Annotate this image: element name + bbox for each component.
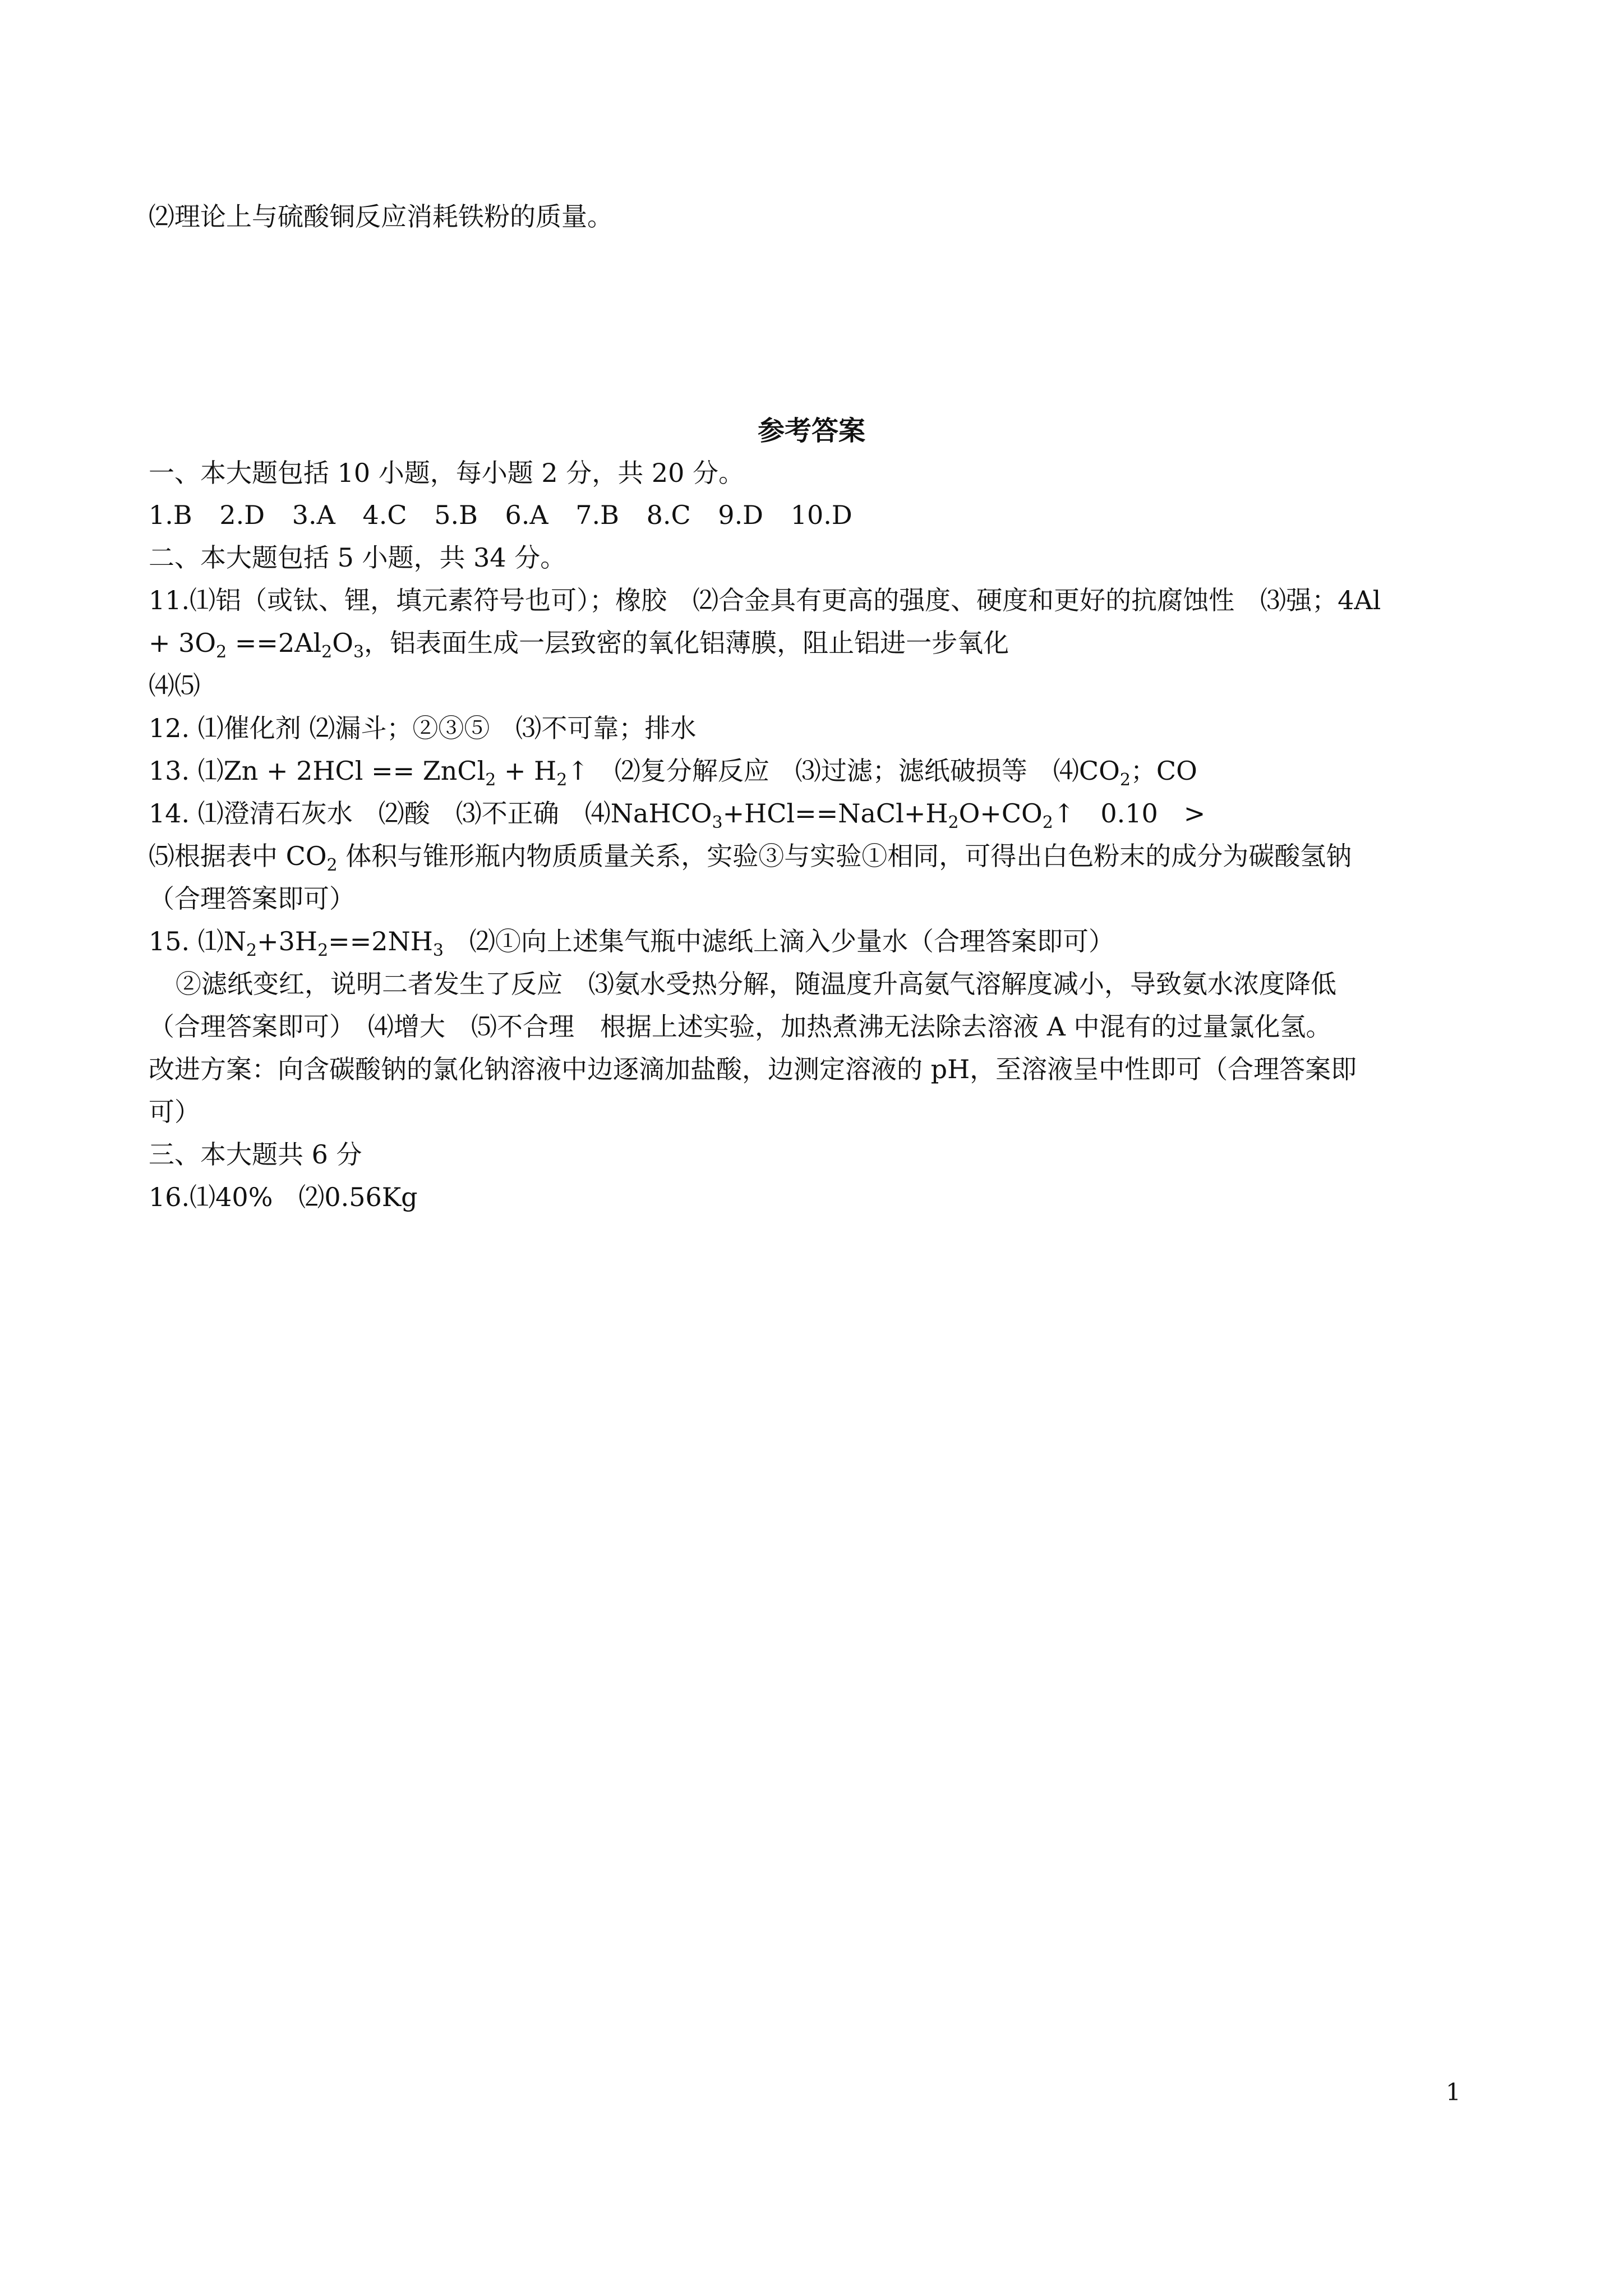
answer-12: 12. ⑴催化剂 ⑵漏斗；②③⑤ ⑶不可靠；排水: [149, 713, 697, 743]
answer-1: 1.B: [149, 500, 192, 530]
answer-4: 4.C: [362, 500, 407, 530]
answer-15-line4: 改进方案：向含碳酸钠的氯化钠溶液中边逐滴加盐酸，边测定溶液的 pH，至溶液呈中性即可（合理答案即: [149, 1054, 1357, 1084]
answer-11-line2: + $3O_2 ==2Al_2O_3$，铝表面生成一层致密的氧化铝薄膜，阻止铝进一步氧化: [149, 628, 1009, 662]
answer-8: 8.C: [646, 500, 691, 530]
answer-title: 参考答案: [757, 415, 865, 447]
question-16-part2: ⑵理论上与硫酸铜反应消耗铁粉的质量。: [149, 201, 613, 232]
answer-15-line5: 可）: [149, 1097, 200, 1127]
answer-3: 3.A: [292, 500, 335, 530]
answer-14-line1: 14. ⑴澄清石灰水 ⑵酸 ⑶不正确 $⑷NaHCO_3+HCl==NaCl+H_2O+CO_2↑$ 0.10 >: [149, 798, 1206, 832]
answer-11-line1: 11.⑴铝（或钛、锂，填元素符号也可）；橡胶 ⑵合金具有更高的强度、硬度和更好的抗腐蚀性 ⑶强；4Al: [149, 585, 1381, 615]
answer-14-line2: ⑸根据表中 $CO_2$ 体积与锥形瓶内物质质量关系，实验③与实验①相同，可得出白色粉末的成分为碳酸氢钠: [149, 841, 1352, 875]
section3-header: 三、本大题共 6 分: [149, 1139, 362, 1170]
answer-11-line3: ⑷⑸: [149, 670, 200, 701]
page-number: 1: [1446, 2078, 1461, 2106]
answer-13: 13. ⑴Zn + 2HCl == ZnCl$_2$ + $H_2↑$ ⑵复分解反应 ⑶过滤；滤纸破损等 $⑷CO_2$；CO: [149, 756, 1197, 790]
answer-10: 10.D: [790, 500, 852, 530]
answer-16: 16.⑴40% ⑵0.56Kg: [149, 1182, 418, 1212]
answer-5: 5.B: [434, 500, 478, 530]
section2-header: 二、本大题包括 5 小题，共 34 分。: [149, 542, 566, 573]
section1-answers: [149, 494, 1495, 536]
answer-2: 2.D: [219, 500, 265, 530]
answer-9: 9.D: [718, 500, 764, 530]
answer-15-line3: （合理答案即可） ⑷增大 ⑸不合理 根据上述实验，加热煮沸无法除去溶液 A 中混有的过量氯化氢。: [149, 1011, 1332, 1042]
answer-15-line1: 15. $⑴N_2+3H_2==2NH_3$ ⑵①向上述集气瓶中滤纸上滴入少量水（合理答案即可）: [149, 926, 1114, 960]
section1-header: 一、本大题包括 10 小题，每小题 2 分，共 20 分。: [149, 458, 745, 488]
answer-14-line3: （合理答案即可）: [149, 884, 355, 914]
answer-7: 7.B: [575, 500, 619, 530]
answer-6: 6.A: [505, 500, 548, 530]
answer-15-line2: ②滤纸变红，说明二者发生了反应 ⑶氨水受热分解，随温度升高氨气溶解度减小，导致氨水浓度降低: [176, 969, 1336, 999]
